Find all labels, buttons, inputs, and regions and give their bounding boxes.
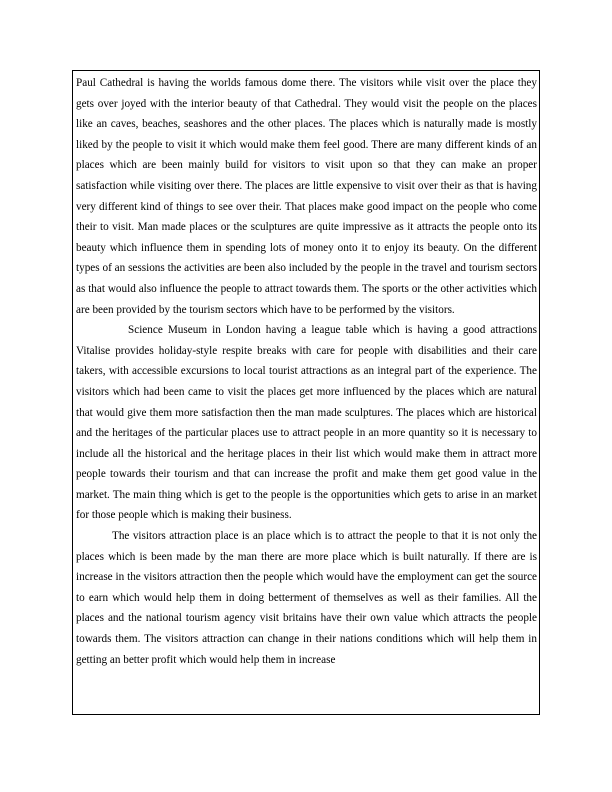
bordered-text-box (72, 70, 540, 715)
paragraph-paul-cathedral: Paul Cathedral is having the worlds famous dome there. The visitors while visit over the place they gets over joyed with the interior beauty of that Cathedral. They would visit the people on the places like an caves, beaches, seashores and the other places. The places which is naturally made is mostly liked by the people to visit it which would make them feel good. There are many different kinds of an places which are been mainly build for visitors to visit upon so that they can make an proper satisfaction while visiting over there. The places are little expensive to visit over their as that is having very different kind of things to see over their. That places make good impact on the people who come their to visit. Man made places or the sculptures are quite impressive as it attracts the people onto its beauty which influence them in spending lots of money onto it to enjoy its beauty. On the different types of an sessions the activities are been also included by the people in the travel and tourism sectors as that would also influence the people to attract towards them. The sports or the other activities which are been provided by the tourism sectors which have to be performed by the visitors. (76, 77, 537, 316)
paragraph-science-museum: Science Museum in London having a league table which is having a good attractions Vitalise provides holiday-style respite breaks with care for people with disabilities and their care takers, with accessible excursions to local tourist attractions as an integral part of the experience. The visitors which had been came to visit the places get more influenced by the places which are natural that would give them more satisfaction then the man made sculptures. The places which are historical and the heritages of the particular places use to attract people in an more quantity so it is necessary to include all the historical and the heritage places in their list which would make them in attract more people towards their tourism and that can increase the profit and make them get good value in the market. The main thing which is get to the people is the opportunities which gets to arise in an market for those people which is making their business. (76, 324, 537, 522)
paragraph-visitors-attraction: The visitors attraction place is an place which is to attract the people to that it is not only the places which is been made by the man there are more place which is built naturally. If there are is increase in the visitors attraction then the people which would have the employment can get the source to earn which would help them in doing betterment of themselves as well as their families. All the places and the national tourism agency visit britains have their own value which attracts the people towards them. The visitors attraction can change in their nations conditions which will help them in getting an better profit which would help them in increase (76, 530, 537, 666)
